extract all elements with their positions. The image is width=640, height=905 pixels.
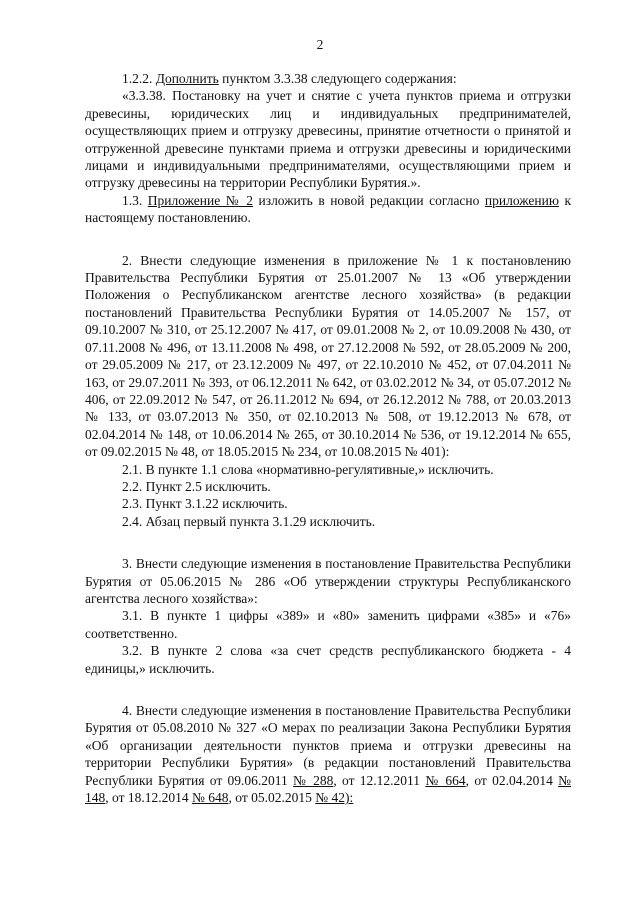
- paragraph-2: 2. Внести следующие изменения в приложение № 1 к постановлению Правительства Республики Бурятия от 25.01.2007 № 13 «Об утверждении Положения о Республиканском агентстве лесного хозяйства» (в редакции постановлений Правительства Республики Бурятия от 14.05.2007 № 157, от 09.10.2007 № 310, от 25.12.2007 № 417, от 09.01.2008 № 2, от 10.09.2008 № 430, от 07.11.2008 № 496, от 13.11.2008 № 498, от 27.12.2008 № 592, от 28.05.2009 № 200, от 29.05.2009 № 217, от 23.12.2009 № 497, от 22.10.2010 № 452, от 07.04.2011 № 163, от 29.07.2011 № 393, от 06.12.2011 № 642, от 03.02.2012 № 34, от 05.07.2012 № 406, от 22.09.2012 № 547, от 26.11.2012 № 694, от 26.12.2012 № 788, от 20.03.2013 № 133, от 03.07.2013 № 350, от 02.10.2013 № 508, от 19.12.2013 № 678, от 02.04.2014 № 148, от 10.06.2014 № 265, от 30.10.2014 № 536, от 19.12.2014 № 655, от 09.02.2015 № 48, от 18.05.2015 № 234, от 10.08.2015 № 401):: [85, 252, 571, 460]
- link-resolution-148[interactable]: № 148: [85, 772, 571, 806]
- link-resolution-664[interactable]: № 664: [425, 772, 466, 788]
- link-resolution-648[interactable]: № 648: [191, 790, 229, 806]
- paragraph-1-2-2: [85, 70, 571, 87]
- link-resolution-42[interactable]: № 42):: [315, 790, 354, 806]
- paragraph-3-1: 3.1. В пункте 1 цифры «389» и «80» заменить цифрами «385» и «76» соответственно.: [85, 608, 571, 641]
- paragraph-1-3: [85, 192, 571, 227]
- paragraph-2-1: 2.1. В пункте 1.1 слова «нормативно-регулятивные,» исключить.: [122, 461, 494, 477]
- paragraph-2-4: 2.4. Абзац первый пункта 3.1.29 исключить.: [122, 513, 376, 529]
- paragraph-text: изложить в новой редакции согласно: [253, 192, 485, 208]
- paragraph-4: [85, 702, 571, 806]
- paragraph-gap: [85, 677, 571, 702]
- link-appendix-2[interactable]: Приложение № 2: [147, 192, 253, 208]
- link-resolution-288[interactable]: № 288: [293, 772, 334, 788]
- paragraph-text: , от 05.02.2015: [228, 790, 316, 806]
- link-appendix[interactable]: приложению: [484, 192, 559, 208]
- paragraph-text: , от 18.12.2014: [105, 790, 192, 806]
- paragraph-text: к настоящему постановлению.: [85, 192, 572, 226]
- paragraph-prefix: 1.2.2.: [122, 71, 156, 86]
- paragraph-2-2: 2.2. Пункт 2.5 исключить.: [122, 478, 271, 494]
- paragraph-3-3-38: «3.3.38. Постановку на учет и снятие с учета пунктов приема и отгрузки древесины, юридических лиц и индивидуальных предпринимателей, осуществляющих прием и отгрузку древесины, принятие отчетности о принятой и отгруженной древесине пунктами приема и отгрузки древесины и юридическими лицами и индивидуальными предпринимателями, осуществляющими прием и отгрузку древесины на территории Республики Бурятия.».: [85, 88, 571, 191]
- paragraph-text: пунктом 3.3.38 следующего содержания:: [218, 71, 457, 86]
- document-body: [85, 70, 571, 806]
- page-number: 2: [316, 37, 324, 52]
- paragraph-gap: [85, 227, 571, 252]
- paragraph-3-2: 3.2. В пункте 2 слова «за счет средств республиканского бюджета - 4 единицы,» исключить.: [85, 643, 571, 676]
- paragraph-gap: [85, 530, 571, 555]
- paragraph-text: 4. Внести следующие изменения в постановление Правительства Республики Бурятия от 05.08.2010 № 327 «О мерах по реализации Закона Республики Бурятия «Об организации деятельности пунктов приема и отгрузки древесины на территории Республики Бурятия» (в редакции постановлений Правительства Республики Бурятия от 09.06.2011: [85, 703, 571, 788]
- link-dopolnit[interactable]: Дополнить: [155, 71, 219, 86]
- paragraph-prefix: 1.3.: [122, 192, 148, 208]
- paragraph-text: , от 12.12.2011: [333, 772, 426, 788]
- paragraph-2-3: 2.3. Пункт 3.1.22 исключить.: [122, 496, 288, 512]
- paragraph-text: , от 02.04.2014: [465, 772, 559, 788]
- paragraph-3: 3. Внести следующие изменения в постановление Правительства Республики Бурятия от 05.06.2015 № 286 «Об утверждении структуры Республиканского агентства лесного хозяйства»:: [85, 556, 571, 606]
